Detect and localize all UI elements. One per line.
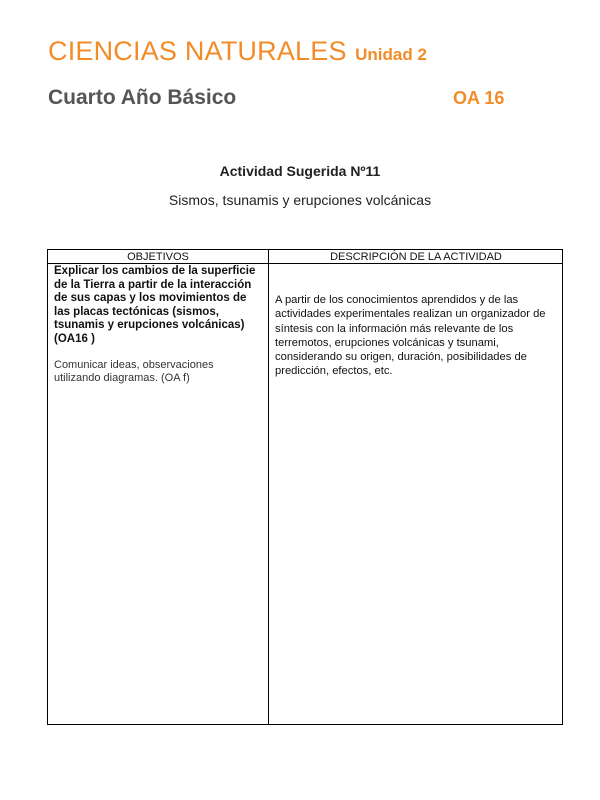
activity-table	[47, 249, 563, 725]
header-divider	[48, 263, 562, 264]
oa-code: OA 16	[453, 88, 505, 108]
activity-description: A partir de los conocimientos aprendidos y de las actividades experimentales realizan un organizador de síntesis con la información más relevante de los terremotos, erupciones volcánicas y tsunami, considerando su origen, duración, posibilidades de predicción, efectos, etc.	[275, 294, 546, 378]
subject-title: CIENCIAS NATURALES	[48, 36, 347, 66]
activity-subtitle: Sismos, tsunamis y erupciones volcánicas	[168, 192, 432, 208]
column-divider	[268, 250, 269, 724]
activity-title: Actividad Sugerida Nº11	[219, 163, 381, 179]
unit-label: Unidad 2	[355, 45, 427, 64]
objective-main: Explicar los cambios de la superficie de la Tierra a partir de la interacción de sus capas y los movimientos de las placas tectónicas (sismos, tsunamis y erupciones volcánicas) (OA16 )	[54, 265, 256, 345]
objective-secondary: Comunicar ideas, observaciones utilizando diagramas. (OA f)	[54, 359, 214, 385]
document-title	[48, 36, 427, 67]
header-objetivos: OBJETIVOS	[127, 251, 189, 263]
grade-label: Cuarto Año Básico	[48, 86, 237, 109]
header-descripcion: DESCRIPCIÓN DE LA ACTIVIDAD	[330, 251, 502, 263]
